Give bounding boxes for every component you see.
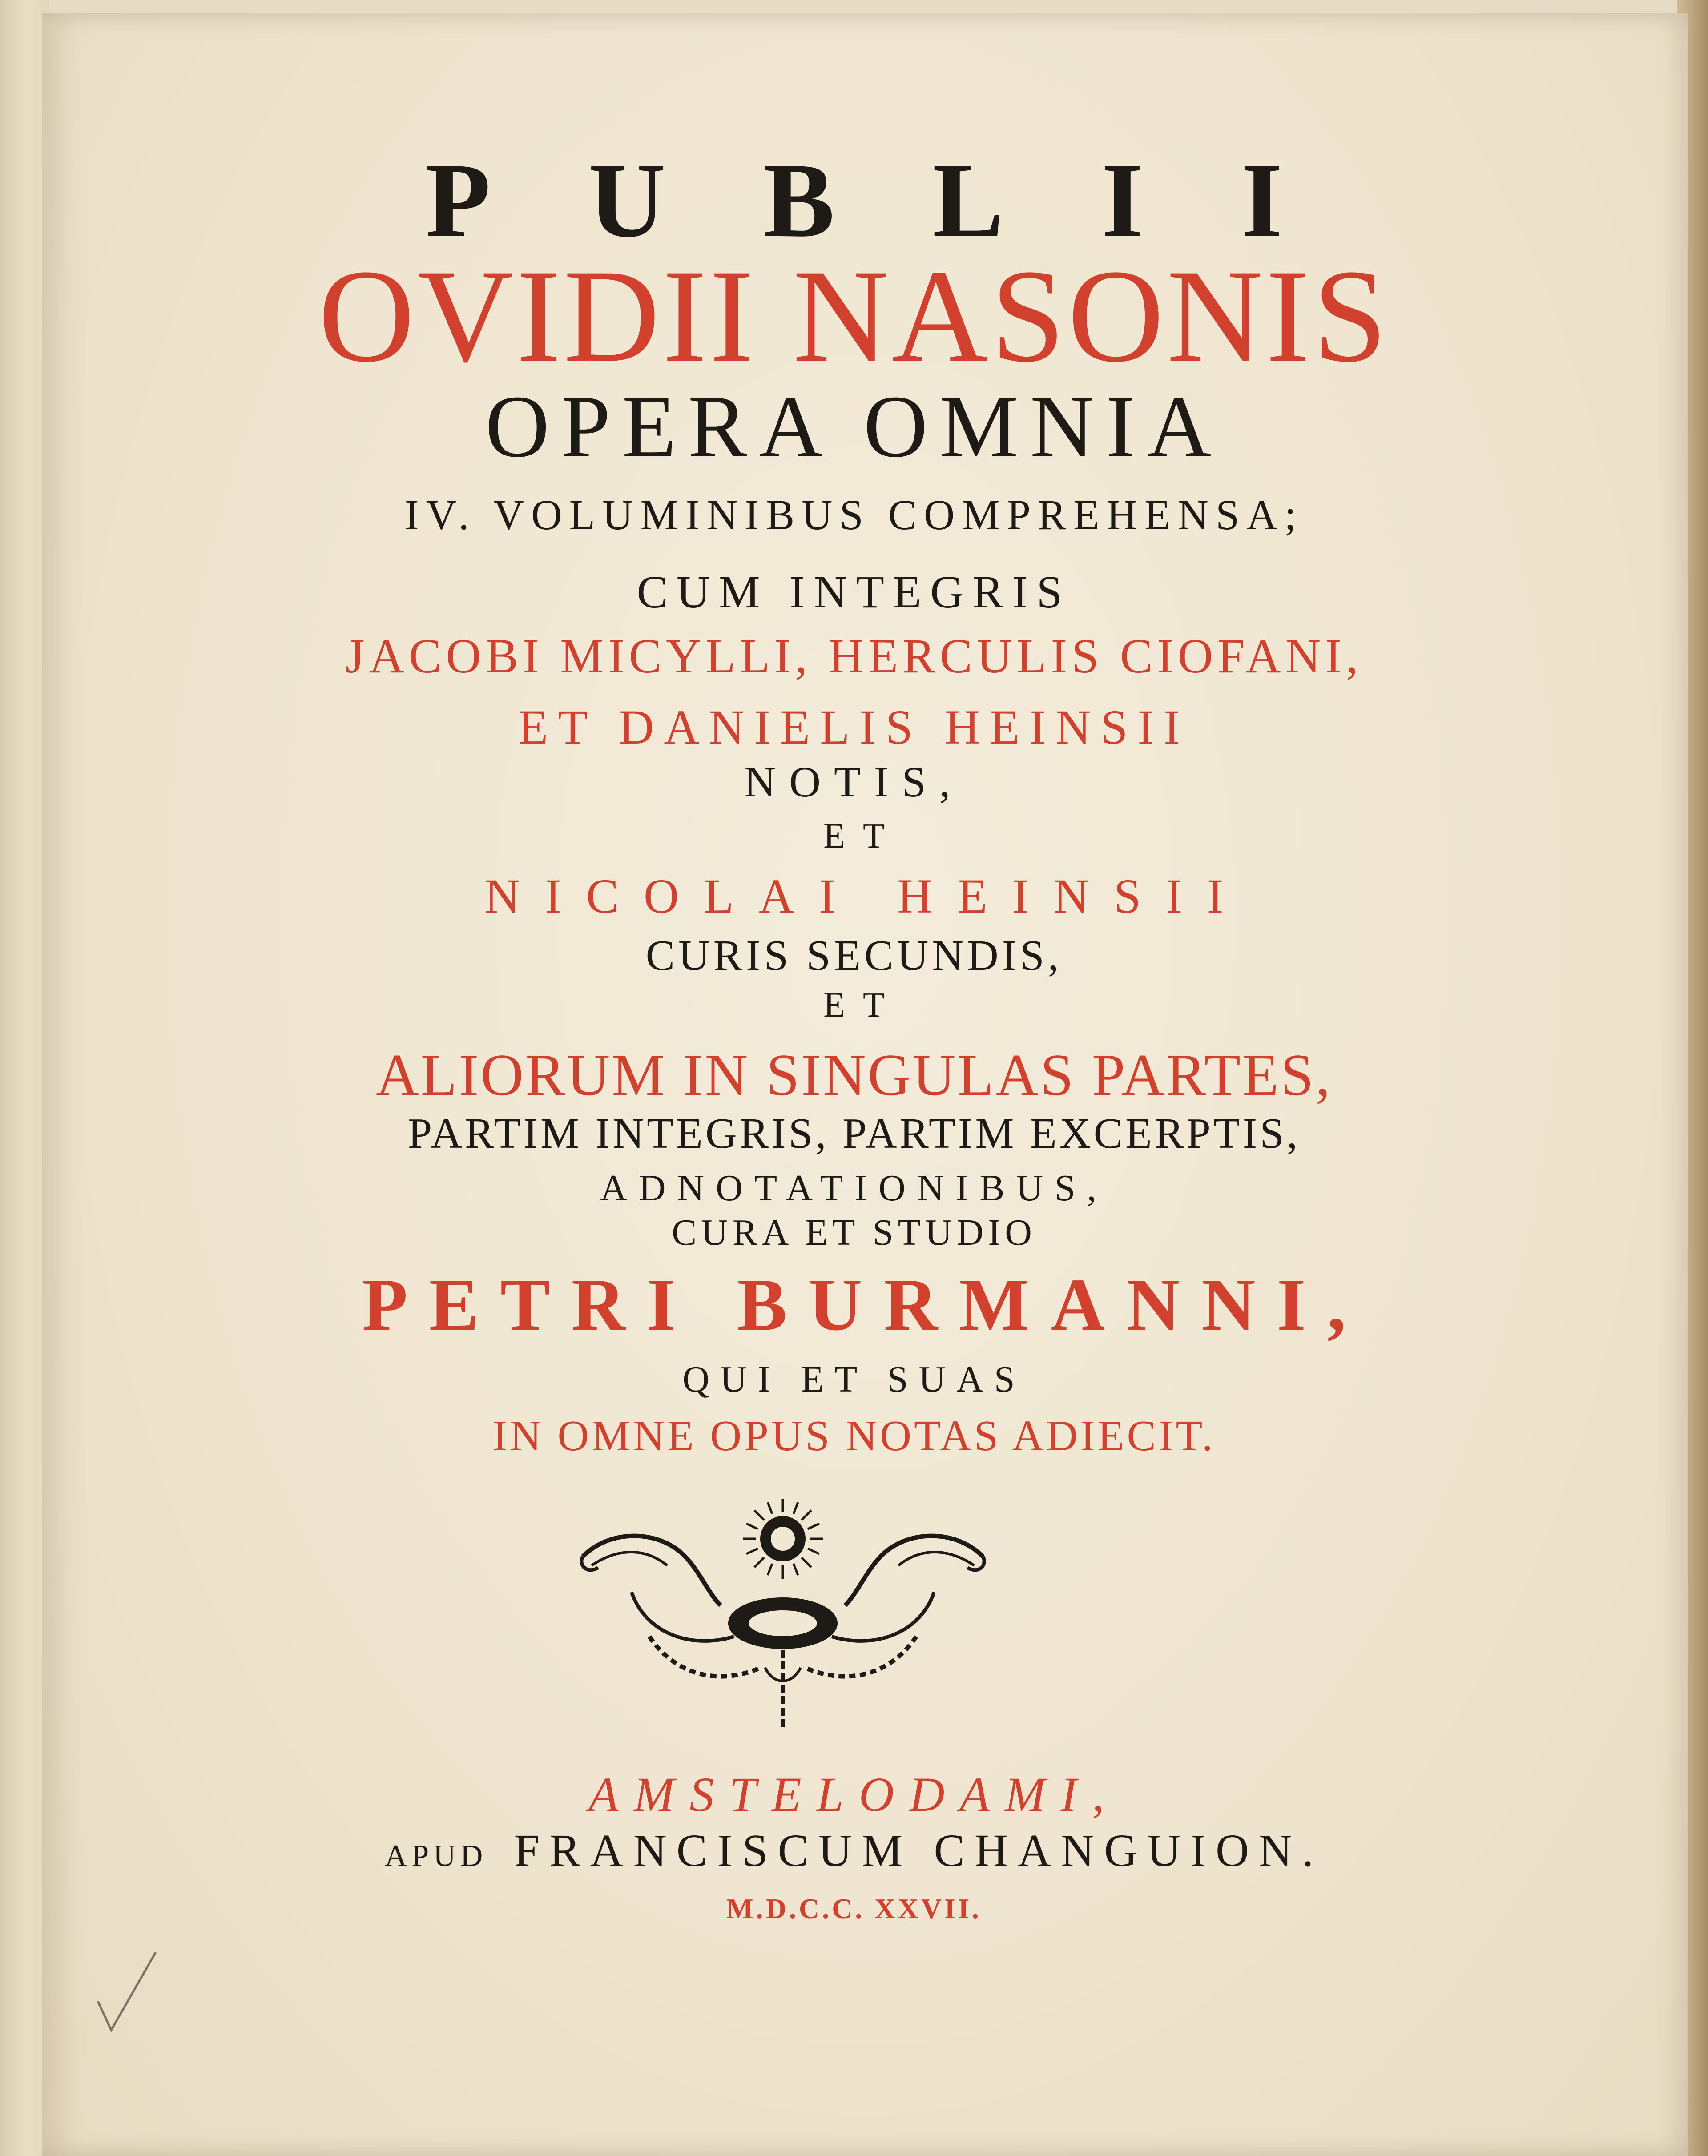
imprint-publisher: FRANCISCUM CHANGUION. (514, 1825, 1324, 1876)
title-line-curis-secundis: CURIS SECUNDIS, (645, 932, 1063, 980)
printer-ornament-icon (574, 1490, 992, 1739)
title-line-et-1: ET (823, 817, 902, 856)
title-line-opera-omnia: OPERA OMNIA (485, 378, 1223, 476)
title-line-cum-integris: CUM INTEGRIS (636, 567, 1072, 618)
title-line-danielis-heinsii: ET DANIELIS HEINSII (518, 700, 1190, 754)
title-line-jacobi-micylli: JACOBI MICYLLI, HERCULIS CIOFANI, (345, 629, 1363, 683)
title-line-publii: PUBLII (425, 141, 1381, 259)
title-line-partim: PARTIM INTEGRIS, PARTIM EXCERPTIS, (407, 1110, 1301, 1158)
title-line-nicolai-heinsii: NICOLAI HEINSII (484, 869, 1249, 923)
title-line-cura-et-studio: CURA ET STUDIO (672, 1212, 1036, 1253)
title-line-qui-et-suas: QUI ET SUAS (682, 1359, 1026, 1400)
check-mark-icon (89, 1948, 160, 2037)
title-line-et-2: ET (823, 985, 902, 1025)
title-line-in-omne-opus: IN OMNE OPUS NOTAS ADIECIT. (492, 1412, 1216, 1460)
title-line-petri-burmanni: PETRI BURMANNI, (362, 1263, 1368, 1346)
imprint-year: M.D.C.C. XXVII. (726, 1893, 982, 1924)
title-line-notis: NOTIS, (744, 758, 964, 806)
imprint-city: AMSTELODAMI, (588, 1767, 1120, 1822)
imprint-publisher-line (0, 1825, 1708, 1876)
imprint-apud: APUD (384, 1839, 487, 1873)
title-line-ovidii-nasonis: OVIDII NASONIS (318, 242, 1390, 390)
title-line-aliorum: ALIORUM IN SINGULAS PARTES, (376, 1042, 1332, 1108)
title-line-adnotationibus: ADNOTATIONIBUS, (600, 1167, 1108, 1209)
title-line-voluminibus: IV. VOLUMINIBUS COMPREHENSA; (404, 491, 1304, 539)
